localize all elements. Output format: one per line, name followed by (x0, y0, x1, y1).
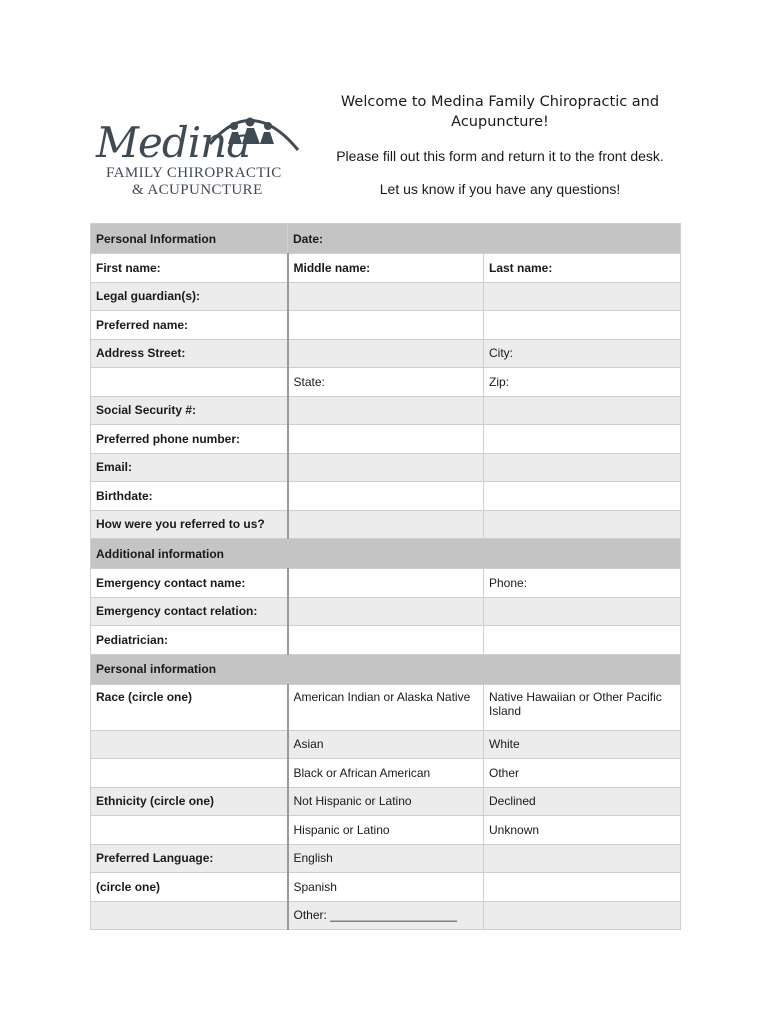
emergency-name-field[interactable] (288, 569, 484, 598)
language-label: Preferred Language: (91, 844, 288, 873)
section-header-row (91, 224, 681, 254)
table-row (91, 254, 681, 283)
table-row (91, 730, 681, 759)
birthdate-field-2[interactable] (484, 482, 681, 511)
address-blank-label (91, 368, 288, 397)
emergency-relation-field-2[interactable] (484, 597, 681, 626)
additional-information-header: Additional information (91, 539, 681, 569)
section-header-row (91, 654, 681, 684)
phone-field[interactable] (288, 425, 484, 454)
language-option[interactable]: Spanish (288, 873, 484, 902)
table-row (91, 396, 681, 425)
pediatrician-field-2[interactable] (484, 626, 681, 655)
medina-logo (92, 104, 307, 200)
demographics-header: Personal information (91, 654, 681, 684)
legal-guardian-field[interactable] (288, 282, 484, 311)
language-empty-cell (484, 844, 681, 873)
section-header-row (91, 539, 681, 569)
preferred-name-field[interactable] (288, 311, 484, 340)
language-label-2: (circle one) (91, 873, 288, 902)
table-row (91, 597, 681, 626)
table-row (91, 339, 681, 368)
referred-field-2[interactable] (484, 510, 681, 539)
instructions-text: Please fill out this form and return it to the front desk. (336, 148, 664, 164)
race-option[interactable]: White (484, 730, 681, 759)
ethnicity-blank-label (91, 816, 288, 845)
legal-guardian-label: Legal guardian(s): (91, 282, 288, 311)
language-empty-cell (484, 901, 681, 930)
language-empty-cell (484, 873, 681, 902)
phone-field-2[interactable] (484, 425, 681, 454)
language-option[interactable]: English (288, 844, 484, 873)
table-row (91, 873, 681, 902)
city-field[interactable]: City: (484, 339, 681, 368)
table-row (91, 510, 681, 539)
race-option[interactable]: Native Hawaiian or Other Pacific Island (484, 684, 681, 730)
form-header (330, 92, 670, 197)
ethnicity-option[interactable]: Hispanic or Latino (288, 816, 484, 845)
emergency-name-label: Emergency contact name: (91, 569, 288, 598)
table-row (91, 816, 681, 845)
pediatrician-label: Pediatrician: (91, 626, 288, 655)
preferred-name-field-2[interactable] (484, 311, 681, 340)
logo-line-1: FAMILY CHIROPRACTIC (106, 165, 282, 181)
race-option[interactable]: American Indian or Alaska Native (288, 684, 484, 730)
table-row (91, 368, 681, 397)
birthdate-label: Birthdate: (91, 482, 288, 511)
table-row (91, 311, 681, 340)
phone-label: Preferred phone number: (91, 425, 288, 454)
race-option[interactable]: Other (484, 759, 681, 788)
logo-script: Medina (96, 118, 251, 167)
language-option-other[interactable]: Other: ___________________ (288, 901, 484, 930)
ssn-field[interactable] (288, 396, 484, 425)
email-label: Email: (91, 453, 288, 482)
address-street-field[interactable] (288, 339, 484, 368)
table-row (91, 425, 681, 454)
table-row (91, 282, 681, 311)
personal-information-header: Personal Information (91, 224, 288, 254)
race-label: Race (circle one) (91, 684, 288, 730)
table-row (91, 787, 681, 816)
first-name-label: First name: (91, 254, 288, 283)
middle-name-field[interactable]: Middle name: (288, 254, 484, 283)
ssn-label: Social Security #: (91, 396, 288, 425)
ethnicity-option[interactable]: Declined (484, 787, 681, 816)
race-blank-label (91, 759, 288, 788)
emergency-relation-field[interactable] (288, 597, 484, 626)
logo-line-2: & ACUPUNCTURE (132, 182, 263, 198)
table-row (91, 684, 681, 730)
race-option[interactable]: Asian (288, 730, 484, 759)
date-label: Date: (288, 224, 681, 254)
table-row (91, 453, 681, 482)
emergency-phone-field[interactable]: Phone: (484, 569, 681, 598)
page-title: Welcome to Medina Family Chiropractic and Acupuncture! (340, 94, 660, 130)
zip-field[interactable]: Zip: (484, 368, 681, 397)
race-blank-label (91, 730, 288, 759)
ethnicity-option[interactable]: Unknown (484, 816, 681, 845)
table-row (91, 844, 681, 873)
pediatrician-field[interactable] (288, 626, 484, 655)
race-option[interactable]: Black or African American (288, 759, 484, 788)
ethnicity-label: Ethnicity (circle one) (91, 787, 288, 816)
birthdate-field[interactable] (288, 482, 484, 511)
ssn-field-2[interactable] (484, 396, 681, 425)
table-row (91, 901, 681, 930)
legal-guardian-field-2[interactable] (484, 282, 681, 311)
ethnicity-option[interactable]: Not Hispanic or Latino (288, 787, 484, 816)
emergency-relation-label: Emergency contact relation: (91, 597, 288, 626)
email-field-2[interactable] (484, 453, 681, 482)
last-name-field[interactable]: Last name: (484, 254, 681, 283)
table-row (91, 759, 681, 788)
referred-field[interactable] (288, 510, 484, 539)
address-street-label: Address Street: (91, 339, 288, 368)
language-blank-label (91, 901, 288, 930)
email-field[interactable] (288, 453, 484, 482)
table-row (91, 482, 681, 511)
table-row (91, 569, 681, 598)
preferred-name-label: Preferred name: (91, 311, 288, 340)
questions-text: Let us know if you have any questions! (379, 181, 621, 197)
table-row (91, 626, 681, 655)
state-field[interactable]: State: (288, 368, 484, 397)
referred-label: How were you referred to us? (91, 510, 288, 539)
intake-form-table (90, 223, 681, 930)
